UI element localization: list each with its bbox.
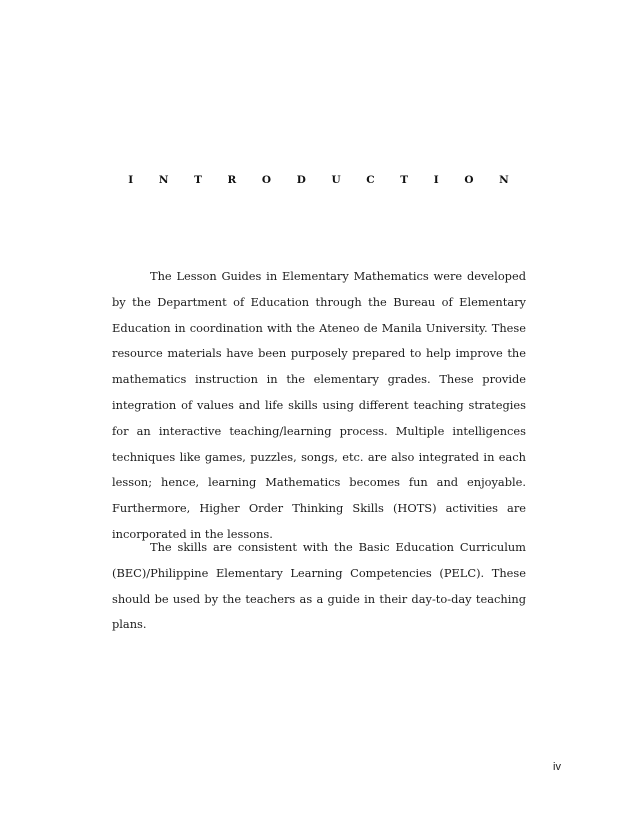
paragraph-text: The Lesson Guides in Elementary Mathematics were developed by the Department of Education through the Bureau of Elementary Education in coordination with the Ateneo de Manila University. These resource materials have been purposely prepared to help improve the mathematics instruction in the elementary grades. These provide integration of values and life skills using different teaching strategies for an interactive teaching/learning process. Multiple intelligences techniques like games, puzzles, songs, etc. are also integrated in each lesson; hence, learning Mathematics becomes fun and enjoyable. Furthermore, Higher Order Thinking Skills (HOTS) activities are incorporated in the lessons. xyxy=(112,269,526,541)
section-title: I N T R O D U C T I O N xyxy=(128,174,520,186)
paragraph-text: The skills are consistent with the Basic Education Curriculum (BEC)/Philippine Elementary Learning Competencies (PELC). These should be used by the teachers as a guide in their day-to-day teaching plans. xyxy=(112,540,526,632)
page-number: iv xyxy=(553,761,561,773)
intro-paragraph-1 xyxy=(112,264,526,548)
intro-paragraph-2 xyxy=(112,535,526,638)
